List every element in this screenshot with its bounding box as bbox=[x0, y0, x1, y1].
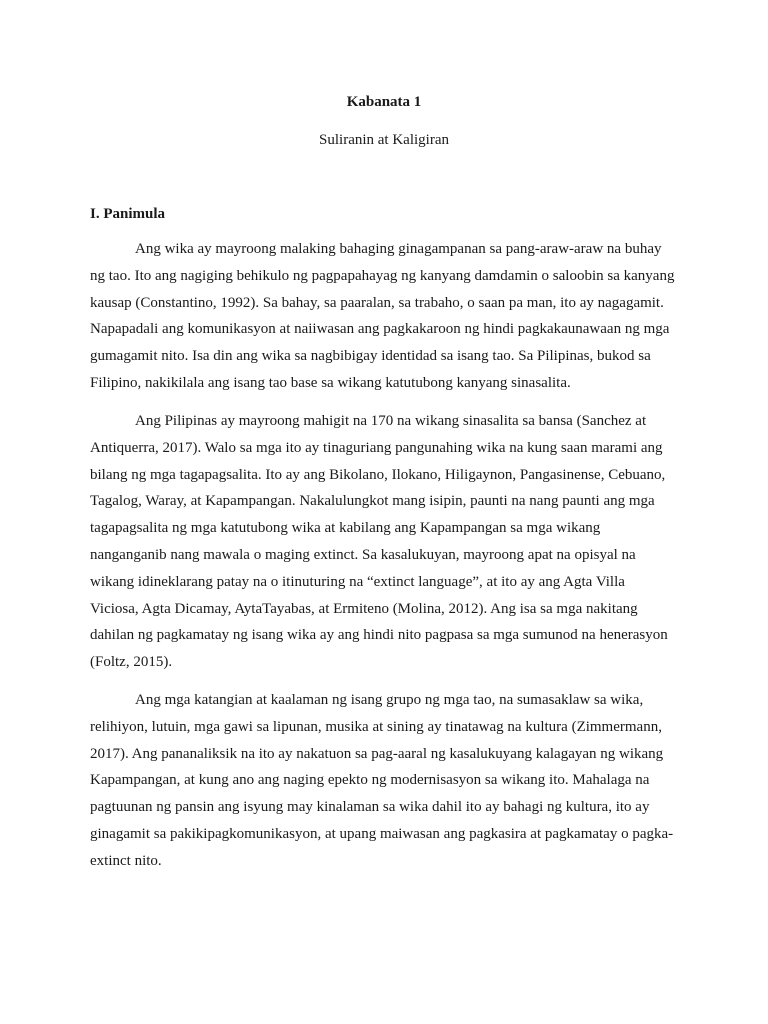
paragraph-line: ginagamit sa pakikipagkomunikasyon, at upang maiwasan ang pagkasira at pagkamatay o pagka- bbox=[90, 825, 674, 842]
paragraph-line: bilang ng mga tagapagsalita. Ito ay ang Bikolano, Ilokano, Hiligaynon, Pangasinense, Cebuano, bbox=[90, 466, 666, 483]
paragraph-1 bbox=[90, 236, 676, 397]
paragraph-line: ng tao. Ito ang nagiging behikulo ng pagpapahayag ng kanyang damdamin o saloobin sa kanyang bbox=[90, 267, 675, 284]
paragraph-line: tagapagsalita ng mga katutubong wika at kabilang ang Kapampangan sa mga wikang bbox=[90, 520, 601, 537]
paragraph-2 bbox=[90, 408, 676, 676]
paragraph-line: pagtuunan ng pansin ang isyung may kinalaman sa wika dahil ito ay bahagi ng kultura, ito ay bbox=[90, 799, 650, 816]
paragraph-line: 2017). Ang pananaliksik na ito ay nakatuon sa pag-aaral ng kasalukuyang kalagayan ng wikang bbox=[90, 745, 664, 762]
paragraph-line: extinct nito. bbox=[90, 852, 162, 869]
section-heading: I. Panimula bbox=[90, 206, 166, 222]
paragraph-line: Kapampangan, at kung ano ang naging epekto ng modernisasyon sa wikang ito. Mahalaga na bbox=[90, 772, 650, 789]
paragraph-line: Ang Pilipinas ay mayroong mahigit na 170 na wikang sinasalita sa bansa (Sanchez at bbox=[135, 413, 647, 429]
paragraph-line: (Foltz, 2015). bbox=[90, 654, 173, 671]
paragraph-line: kausap (Constantino, 1992). Sa bahay, sa paaralan, sa trabaho, o saan pa man, ito ay nagagamit. bbox=[90, 294, 664, 311]
paragraph-line: Filipino, nakikilala ang isang tao base sa wikang katutubong kanyang sinasalita. bbox=[90, 374, 571, 391]
paragraph-line: Tagalog, Waray, at Kapampangan. Nakalulungkot mang isipin, paunti na nang paunti ang mga bbox=[90, 493, 655, 510]
chapter-title: Kabanata 1 bbox=[346, 94, 422, 110]
paragraph-3 bbox=[90, 687, 676, 875]
paragraph-line: dahilan ng pagkamatay ng isang wika ay ang hindi nito pagpasa sa mga sumunod na henerasyon bbox=[90, 627, 668, 644]
paragraph-line: nanganganib nang mawala o maging extinct. Sa kasalukuyan, mayroong apat na opisyal na bbox=[90, 546, 636, 563]
paragraph-line: Viciosa, Agta Dicamay, AytaTayabas, at Ermiteno (Molina, 2012). Ang isa sa mga nakitang bbox=[90, 600, 638, 617]
chapter-subtitle: Suliranin at Kaligiran bbox=[319, 132, 449, 148]
paragraph-line: Ang wika ay mayroong malaking bahaging ginagampanan sa pang-araw-araw na buhay bbox=[135, 241, 662, 257]
paragraph-line: Antiquerra, 2017). Walo sa mga ito ay tinaguriang pangunahing wika na kung saan marami ang bbox=[90, 439, 663, 456]
paragraph-line: wikang idineklarang patay na o itinuturing na “extinct language”, at ito ay ang Agta Villa bbox=[90, 573, 625, 590]
paragraph-line: Napapadali ang komunikasyon at naiiwasan ang pagkakaroon ng hindi pagkakaunawaan ng mga bbox=[90, 321, 670, 338]
paragraph-line: relihiyon, lutuin, mga gawi sa lipunan, musika at sining ay tinatawag na kultura (Zimmermann, bbox=[90, 718, 662, 735]
paragraph-line: gumagamit nito. Isa din ang wika sa nagbibigay identidad sa isang tao. Sa Pilipinas, bukod sa bbox=[90, 348, 651, 365]
paragraph-line: Ang mga katangian at kaalaman ng isang grupo ng mga tao, na sumasaklaw sa wika, bbox=[135, 692, 644, 708]
